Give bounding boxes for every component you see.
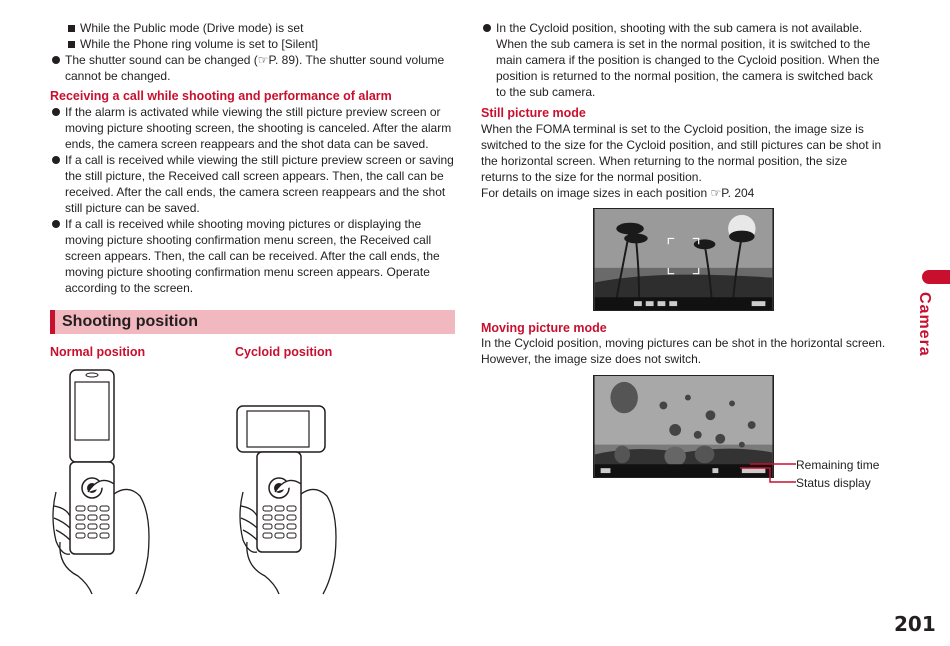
list-item: While the Public mode (Drive mode) is set <box>50 20 460 36</box>
alarm-heading: Receiving a call while shooting and performance of alarm <box>50 89 392 103</box>
page-number: 201 <box>894 612 936 636</box>
chapter-tab-label: Camera <box>916 292 933 357</box>
right-column <box>481 20 891 201</box>
list-item: In the Cycloid position, shooting with the sub camera is not available. When the sub camera is set in the normal position, it is switched to the main camera if the position is changed to the Cycloid position. When the position is returned to the normal position, the camera is switched back to the sub camera. <box>481 20 891 100</box>
phone-cycloid-illustration <box>233 400 343 596</box>
list-item: The shutter sound can be changed (☞P. 89). The shutter sound volume cannot be changed. <box>50 52 460 84</box>
tab-marker <box>922 270 950 284</box>
bullet-icon <box>52 108 60 116</box>
chapter-tab <box>912 270 950 365</box>
moving-picture-text: In the Cycloid position, moving pictures can be shot in the horizontal screen. However, the image size does not switch. <box>481 336 886 366</box>
still-picture-heading: Still picture mode <box>481 106 586 120</box>
cycloid-position-label: Cycloid position <box>235 345 333 359</box>
status-display-callout: Status display <box>796 476 871 490</box>
normal-position-label: Normal position <box>50 345 146 359</box>
section-accent <box>50 310 55 334</box>
still-picture-text: When the FOMA terminal is set to the Cycloid position, the image size is switched to the size for the Cycloid position, and still pictures can be shot in the horizontal screen. When returning to the normal position, the size returns to the size for the normal position. For details on image sizes in each position ☞P. 204 <box>481 122 882 200</box>
bullet-icon <box>52 56 60 64</box>
section-header <box>50 310 455 334</box>
section-title: Shooting position <box>62 313 198 330</box>
list-item: While the Phone ring volume is set to [Silent] <box>50 36 460 52</box>
bullet-icon <box>52 220 60 228</box>
list-item: If a call is received while shooting moving pictures or displaying the moving picture shooting confirmation menu screen, the Received call screen appears. Then, the call can be received. After the call ends, the moving picture shooting confirmation menu screen appears. Operate according to the screen. <box>50 216 460 296</box>
list-item: If the alarm is activated while viewing the still picture preview screen or moving picture shooting screen, the shooting is canceled. After the alarm ends, the camera screen reappears and the shot data can be saved. <box>50 104 460 152</box>
callout-lines <box>740 458 800 488</box>
phone-normal-illustration <box>48 366 158 596</box>
list-item: If a call is received while viewing the still picture preview screen or saving the still picture, the Received call screen appears. Then, the call can be received. After the call ends, the camera screen reappears and the shot still picture can be saved. <box>50 152 460 216</box>
still-picture-screenshot <box>593 208 774 311</box>
square-bullet-icon <box>68 41 75 48</box>
square-bullet-icon <box>68 25 75 32</box>
moving-picture-heading: Moving picture mode <box>481 321 607 335</box>
bullet-icon <box>483 24 491 32</box>
left-column <box>50 20 460 296</box>
bullet-icon <box>52 156 60 164</box>
remaining-time-callout: Remaining time <box>796 458 880 472</box>
